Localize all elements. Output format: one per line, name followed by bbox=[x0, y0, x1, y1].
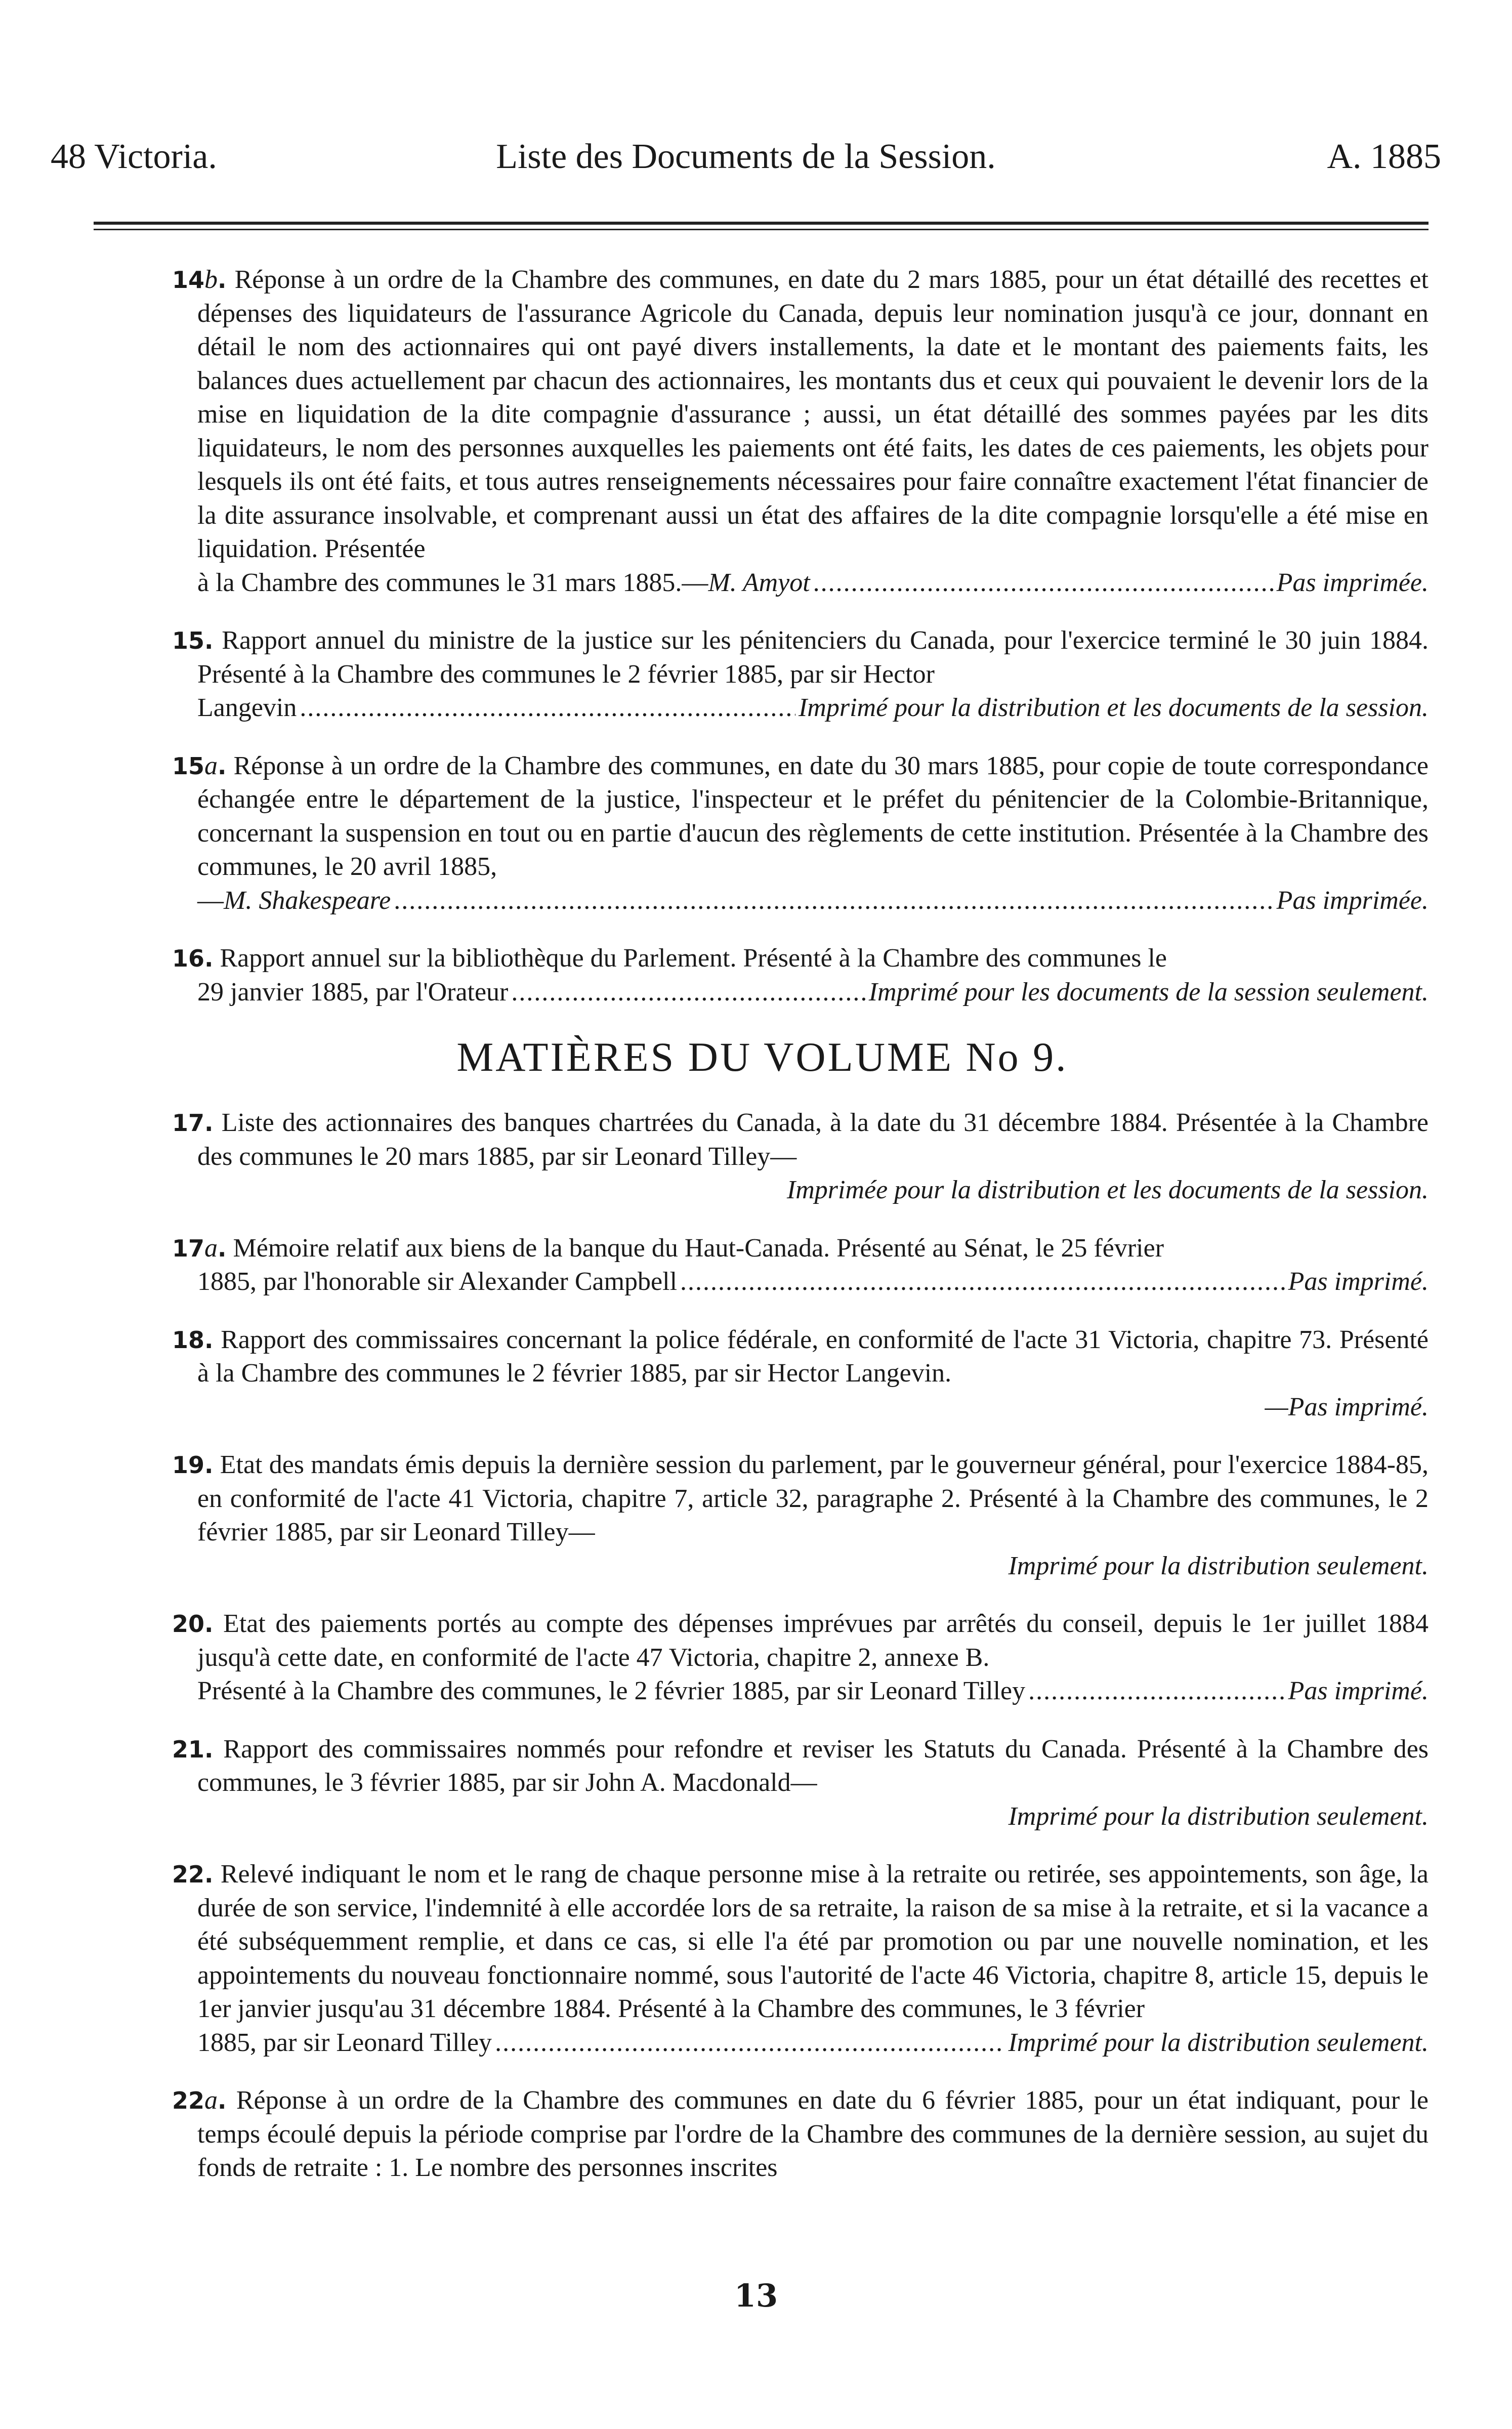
entry-number: 16. bbox=[172, 945, 214, 972]
entry-22a bbox=[172, 2084, 1429, 2185]
entry-print-status: Pas imprimée. bbox=[1276, 886, 1429, 915]
entry-status-line bbox=[197, 691, 1429, 725]
entry-15a bbox=[172, 749, 1429, 918]
entry-19 bbox=[172, 1448, 1429, 1583]
entry-status-line bbox=[197, 566, 1429, 600]
entry-text: Rapport annuel du ministre de la justice sur les pénitenciers du Canada, pour l'exercice terminé le 30 juin 1884. Présenté à la Chambre des communes le 2 février 1885, par sir Hector bbox=[197, 626, 1429, 689]
entry-15 bbox=[172, 624, 1429, 725]
leader-dots bbox=[495, 2026, 1005, 2060]
header-title: Liste des Documents de la Session. bbox=[496, 137, 996, 176]
leader-dots bbox=[1028, 1674, 1285, 1708]
leader-dots bbox=[300, 691, 795, 725]
entry-18 bbox=[172, 1323, 1429, 1425]
entry-number: 19. bbox=[172, 1451, 214, 1479]
entry-number: 15. bbox=[172, 627, 214, 654]
entry-16 bbox=[172, 942, 1429, 1009]
entry-17a bbox=[172, 1232, 1429, 1299]
entry-tail-text: à la Chambre des communes le 31 mars 1885.— bbox=[197, 568, 708, 597]
entry-text: Rapport des commissaires nommés pour refondre et reviser les Statuts du Canada. Présenté à la Chambre des communes, le 3 février 1885, par sir John A. Macdonald— bbox=[197, 1734, 1429, 1797]
entry-status-line bbox=[197, 1674, 1429, 1708]
entry-text: Etat des mandats émis depuis la dernière session du parlement, par le gouverneur général, pour l'exercice 1884-85, en conformité de l'acte 41 Victoria, chapitre 7, article 32, paragraphe 2. Présenté à la Chambre des communes, le 2 février 1885, par sir Leonard Tilley— bbox=[197, 1450, 1429, 1546]
entry-21 bbox=[172, 1733, 1429, 1834]
entry-tail-text: 29 janvier 1885, par l'Orateur bbox=[197, 977, 509, 1007]
entry-number: 20. bbox=[172, 1610, 214, 1638]
entry-number: 15a. bbox=[172, 751, 227, 780]
running-header bbox=[51, 137, 1441, 182]
leader-dots bbox=[394, 884, 1273, 918]
entry-status-line bbox=[197, 2026, 1429, 2060]
entry-tail-text: Langevin bbox=[197, 693, 297, 722]
leader-dots bbox=[813, 566, 1274, 600]
entry-number: 22. bbox=[172, 1861, 214, 1888]
entry-tail-text: Présenté à la Chambre des communes, le 2 février 1885, par sir Leonard Tilley bbox=[197, 1677, 1026, 1705]
entry-print-status: Imprimé pour les documents de la session seulement. bbox=[868, 977, 1429, 1007]
header-regnal-year: 48 Victoria. bbox=[51, 137, 217, 176]
entry-text: Mémoire relatif aux biens de la banque du Haut-Canada. Présenté au Sénat, le 25 février bbox=[233, 1233, 1164, 1263]
entry-number: 17a. bbox=[172, 1233, 227, 1263]
entry-text: Rapport annuel sur la bibliothèque du Parlement. Présenté à la Chambre des communes le bbox=[220, 944, 1167, 973]
entry-text: Liste des actionnaires des banques chartrées du Canada, à la date du 31 décembre 1884. Présentée à la Chambre des communes le 20 mars 1885, par sir Leonard Tilley— bbox=[197, 1108, 1429, 1171]
entry-number: 21. bbox=[172, 1735, 214, 1763]
entry-number: 17. bbox=[172, 1109, 214, 1137]
entry-22 bbox=[172, 1858, 1429, 2060]
entry-print-status: Imprimé pour la distribution seulement. bbox=[1008, 2028, 1429, 2057]
page-number: 13 bbox=[734, 2277, 778, 2314]
entry-number: 22a. bbox=[172, 2086, 227, 2115]
entry-text: Réponse à un ordre de la Chambre des communes en date du 6 février 1885, pour un état indiquant, pour le temps écoulé depuis la période comprise par l'ordre de la Chambre des communes de la dernière session, au sujet du fonds de retraite : 1. Le nombre des personnes inscrites bbox=[197, 2086, 1429, 2182]
entry-print-status: Pas imprimée. bbox=[1276, 568, 1429, 597]
header-rule-thick bbox=[94, 222, 1429, 225]
entry-status-line bbox=[197, 884, 1429, 918]
header-rule-thin bbox=[94, 229, 1429, 230]
entry-print-status: Pas imprimé. bbox=[1288, 1677, 1429, 1705]
entry-20 bbox=[172, 1607, 1429, 1708]
entry-text: Réponse à un ordre de la Chambre des communes, en date du 30 mars 1885, pour copie de toute correspondance échangée entre le département de la justice, l'inspecteur et le préfet du pénitencier de la Colombie-Britannique, concernant la suspension en tout ou en partie d'aucun des règlements de cette institution. Présentée à la Chambre des communes, le 20 avril 1885, bbox=[197, 751, 1429, 881]
entry-print-status: Imprimé pour la distribution seulement. bbox=[1008, 1802, 1429, 1831]
entry-status-line bbox=[197, 976, 1429, 1010]
entry-17 bbox=[172, 1106, 1429, 1207]
entry-mover: M. Amyot bbox=[708, 568, 810, 597]
entry-print-status: Imprimé pour la distribution seulement. bbox=[1008, 1551, 1429, 1580]
leader-dots bbox=[680, 1265, 1285, 1299]
entry-text: Réponse à un ordre de la Chambre des communes, en date du 2 mars 1885, pour un état détaillé des recettes et dépenses des liquidateurs de l'assurance Agricole du Canada, depuis leur nomination jusqu'à ce jour, donnant en détail le nom des actionnaires qui ont payé divers installements, la date et le montant des paiements faits, les balances dues actuellement par chacun des actionnaires, les montants dus et ceux qui pouvaient le devenir lors de la mise en liquidation de la dite compagnie d'assurance ; aussi, un état détaillé des sommes payées par les dits liquidateurs, le nom des personnes auxquelles les paiements ont été faits, les dates de ces paiements, les objets pour lesquels ils ont été faits, et tous autres renseignements nécessaires pour faire connaître exactement l'état financier de la dite assurance insolvable, et comprenant aussi un état des affaires de la dite compagnie lorsqu'elle a été mise en liquidation. Présentée bbox=[197, 265, 1429, 563]
section-title: MATIÈRES DU VOLUME No 9. bbox=[456, 1034, 1068, 1080]
entry-text: Relevé indiquant le nom et le rang de chaque personne mise à la retraite ou retirée, ses appointements, son âge, la durée de son service, l'indemnité à elle accordée lors de sa retraite, la raison de sa mise à la retraite, et si la vacance a été subséquemment remplie, et dans ce cas, si elle l'a été par promotion ou par une nouvelle nomination, et les appointements du nouveau fonctionnaire nommé, sous l'autorité de l'acte 46 Victoria, chapitre 8, article 15, depuis le 1er janvier jusqu'au 31 décembre 1884. Présenté à la Chambre des communes, le 3 février bbox=[197, 1860, 1429, 2023]
entry-number: 14b. bbox=[172, 265, 227, 294]
entry-tail-text: 1885, par sir Leonard Tilley bbox=[197, 2028, 492, 2057]
header-year: A. 1885 bbox=[1327, 137, 1441, 176]
document-body bbox=[172, 263, 1429, 2209]
entry-mover: M. Shakespeare bbox=[224, 886, 391, 915]
entry-number: 18. bbox=[172, 1326, 214, 1354]
entry-text: Rapport des commissaires concernant la police fédérale, en conformité de l'acte 31 Victoria, chapitre 73. Présenté à la Chambre des communes le 2 février 1885, par sir Hector Langevin. bbox=[197, 1325, 1429, 1388]
leader-dots bbox=[511, 976, 865, 1010]
entry-print-status: Imprimé pour la distribution et les documents de la session. bbox=[798, 693, 1429, 722]
entry-tail-text: 1885, par l'honorable sir Alexander Campbell bbox=[197, 1267, 678, 1296]
entry-status-line bbox=[197, 1265, 1429, 1299]
entry-14b bbox=[172, 263, 1429, 600]
entry-print-status: —Pas imprimé. bbox=[1265, 1392, 1429, 1421]
entry-print-status: Pas imprimé. bbox=[1288, 1267, 1429, 1296]
entry-text: Etat des paiements portés au compte des dépenses imprévues par arrêtés du conseil, depuis le 1er juillet 1884 jusqu'à cette date, en conformité de l'acte 47 Victoria, chapitre 2, annexe B. bbox=[197, 1609, 1429, 1672]
entry-tail-text: — bbox=[197, 886, 224, 915]
entry-print-status: Imprimée pour la distribution et les documents de la session. bbox=[786, 1176, 1429, 1204]
